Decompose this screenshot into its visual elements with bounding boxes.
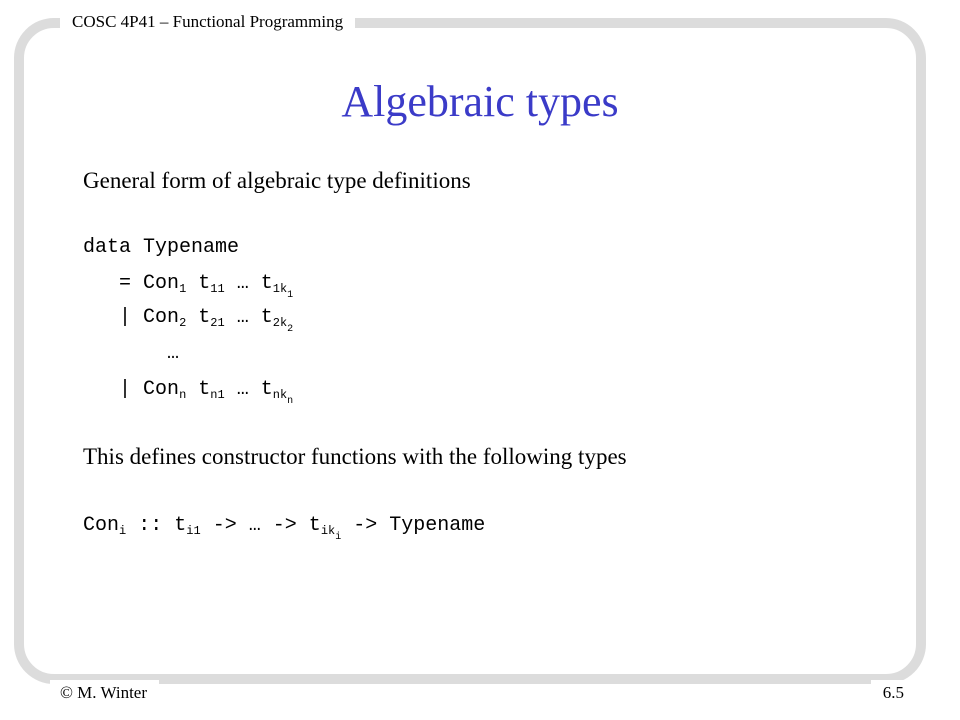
- code-line-data: data Typename: [83, 236, 240, 259]
- code-line-con1: = Con$_1$ $t_{11}$ … $t_{1k_1}$: [119, 272, 294, 301]
- intro-text: General form of algebraic type definitions: [83, 168, 471, 193]
- slide-title: Algebraic types: [341, 77, 619, 126]
- course-label: COSC 4P41 – Functional Programming: [60, 8, 355, 36]
- code-line-con2: | Con$_2$ $t_{21}$ … $t_{2k_2}$: [119, 306, 294, 335]
- author-credit: © M. Winter: [50, 680, 159, 706]
- explanation-text: This defines constructor functions with the following types: [83, 444, 627, 469]
- code-line-conn: | Con$_n$ $t_{n1}$ … $t_{nk_n}$: [119, 378, 294, 407]
- page-number: 6.5: [871, 680, 908, 706]
- code-line-ellipsis: …: [167, 342, 180, 365]
- code-line-signature: Con$_i$ :: $t_{i1}$ -> … -> $t_{ik_i}$ -> Typename: [83, 514, 486, 543]
